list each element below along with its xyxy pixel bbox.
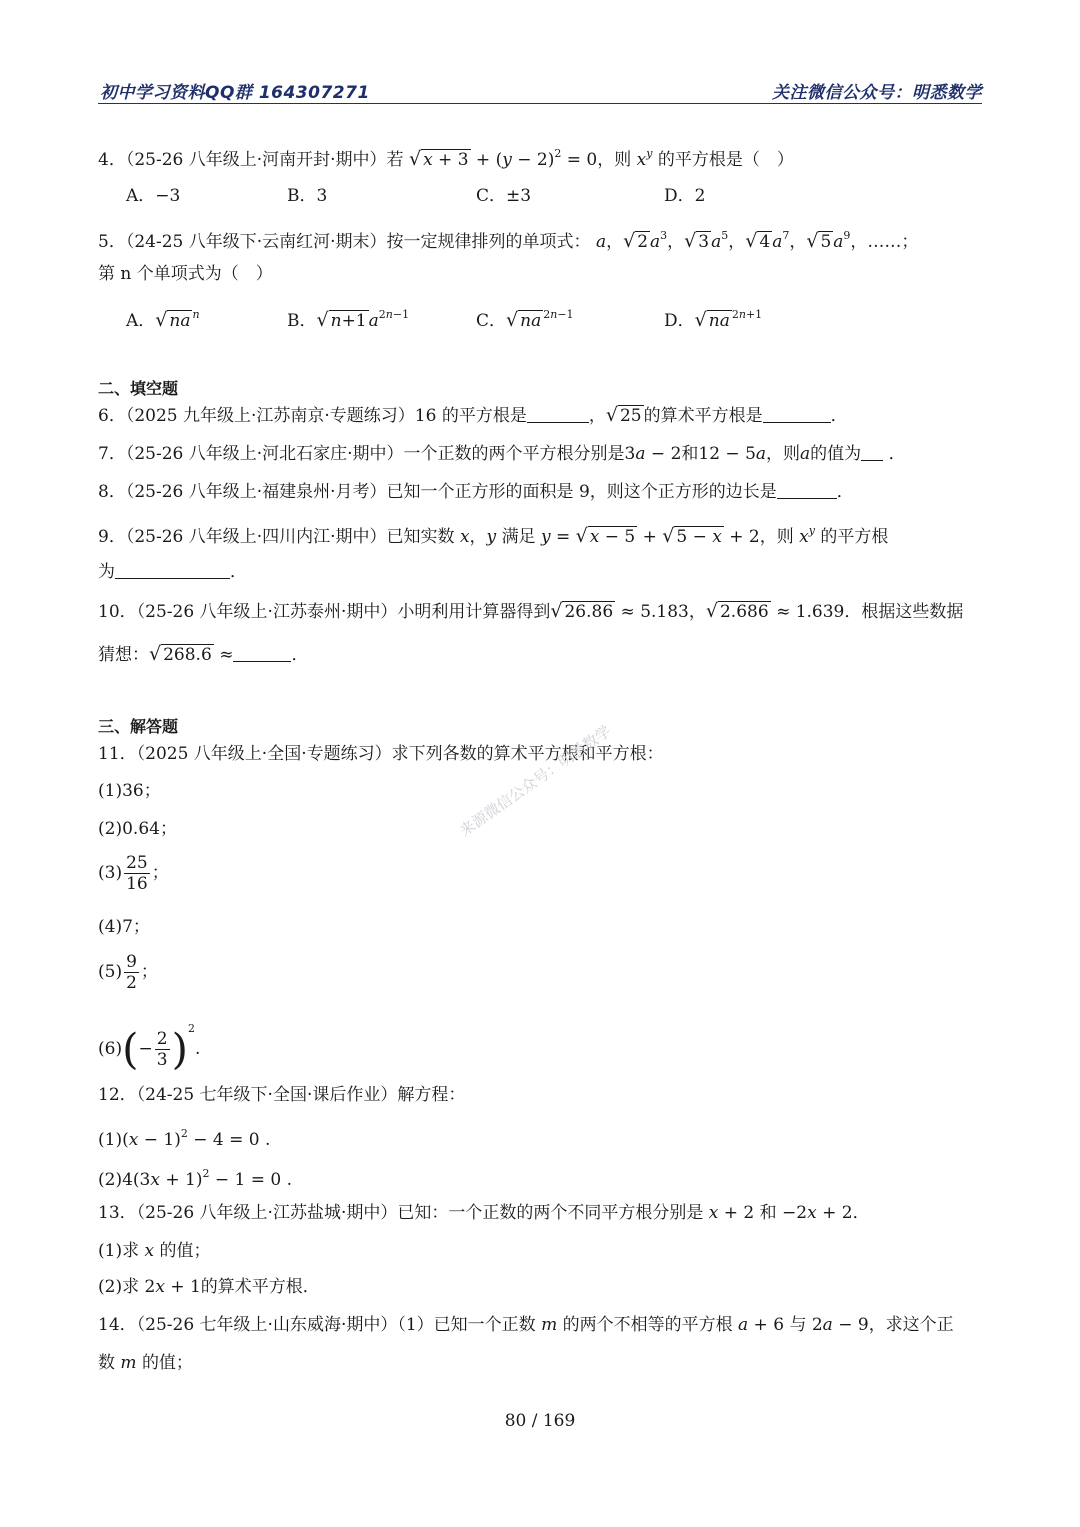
question-5-line2: 第 n 个单项式为（ ）: [98, 264, 273, 284]
q13-item-1: (1)求 x 的值；: [98, 1241, 211, 1261]
question-9: 9．（25-26 八年级上·四川内江·期中）已知实数 x，y 满足 y = √ x − 5 + √ 5 − x + 2，则 $x^y$ 的平方根: [98, 524, 889, 547]
q11-item-2: (2)0.64；: [98, 819, 177, 839]
question-11: 11．（2025 八年级上·全国·专题练习）求下列各数的算术平方根和平方根：: [98, 744, 664, 764]
q11-item-5: (5) $\frac{9}{2}$ ；: [98, 952, 158, 993]
q12-item-2: $(2)4(3x + 1)^2 - 1 = 0$ .: [98, 1167, 292, 1190]
q5-option-c: C．√ na $^{2n-1}$: [476, 308, 574, 331]
header-right: 关注微信公众号：明悉数学: [772, 83, 982, 103]
question-10-line2: 猜想：√ 268.6 ≈ ．: [98, 643, 309, 665]
header-left: 初中学习资料QQ群 164307271: [100, 83, 370, 103]
q5-option-b: B．√ n+1 $a^{2n-1}$: [287, 308, 410, 331]
q11-item-4: (4)7；: [98, 917, 150, 937]
section-answer: 三、解答题: [98, 717, 179, 736]
question-5: 5．（24-25 八年级下·云南红河·期末）按一定规律排列的单项式： a，√ 2 $a^3$，√ 3 $a^5$，√ 4 $a^7$，√ 5 $a^9$，……；: [98, 229, 919, 252]
q4-option-d: D．2: [664, 186, 706, 206]
question-13: 13．（25-26 八年级上·江苏盐城·期中）已知：一个正数的两个不同平方根分别是 x + 2 和 −2x + 2．: [98, 1203, 870, 1223]
question-10: 10．（25-26 八年级上·江苏泰州·期中）小明利用计算器得到√ 26.86 ≈ 5.183，√ 2.686 ≈ 1.639．根据这些数据: [98, 600, 964, 622]
q5-option-d: D．√ na $^{2n+1}$: [664, 308, 763, 331]
question-9-line2: 为 ．: [98, 562, 247, 582]
question-14-line2: 数 m 的值；: [98, 1353, 193, 1373]
question-14: 14．（25-26 七年级上·山东威海·期中）（1）已知一个正数 m 的两个不相等的平方根 a + 6 与 2a − 9，求这个正: [98, 1315, 954, 1335]
q12-item-1: $(1)(x - 1)^2 - 4 = 0$ .: [98, 1127, 271, 1150]
question-8: 8．（25-26 八年级上·福建泉州·月考）已知一个正方形的面积是 9，则这个正方形的边长是 ．: [98, 482, 854, 502]
q4-option-c: C．±3: [476, 186, 532, 206]
question-6: 6．（2025 九年级上·江苏南京·专题练习）16 的平方根是 ，√ 25 的算术平方根是 ．: [98, 404, 848, 426]
q11-item-1: (1)36；: [98, 781, 161, 801]
page-number: 80 / 169: [504, 1411, 576, 1431]
section-fill-in: 二、填空题: [98, 379, 179, 398]
q11-item-3: (3) $\frac{25}{16}$ ；: [98, 853, 169, 894]
q5-option-a: A．√ na $^n$: [126, 308, 200, 331]
question-12: 12．（24-25 七年级下·全国·课后作业）解方程：: [98, 1085, 466, 1105]
header-rule: [98, 103, 982, 104]
question-7: 7．（25-26 八年级上·河北石家庄·期中）一个正数的两个平方根分别是3a − 2和12 − 5a，则a的值为 ．: [98, 444, 906, 464]
q11-item-6: (6)(− $\frac{2}{3}$ )$^2$.: [98, 1022, 201, 1074]
question-4: 4．（25-26 八年级上·河南开封·期中）若 √ $x + 3 + (y - 2)^2 = 0$，则 $x^y$ 的平方根是（ ）: [98, 147, 794, 170]
q13-item-2: (2)求 2x + 1的算术平方根．: [98, 1277, 320, 1297]
watermark: 来源微信公众号：明悉数学: [456, 721, 615, 840]
q4-option-b: B．3: [287, 186, 328, 206]
q4-option-a: A．−3: [126, 186, 181, 206]
